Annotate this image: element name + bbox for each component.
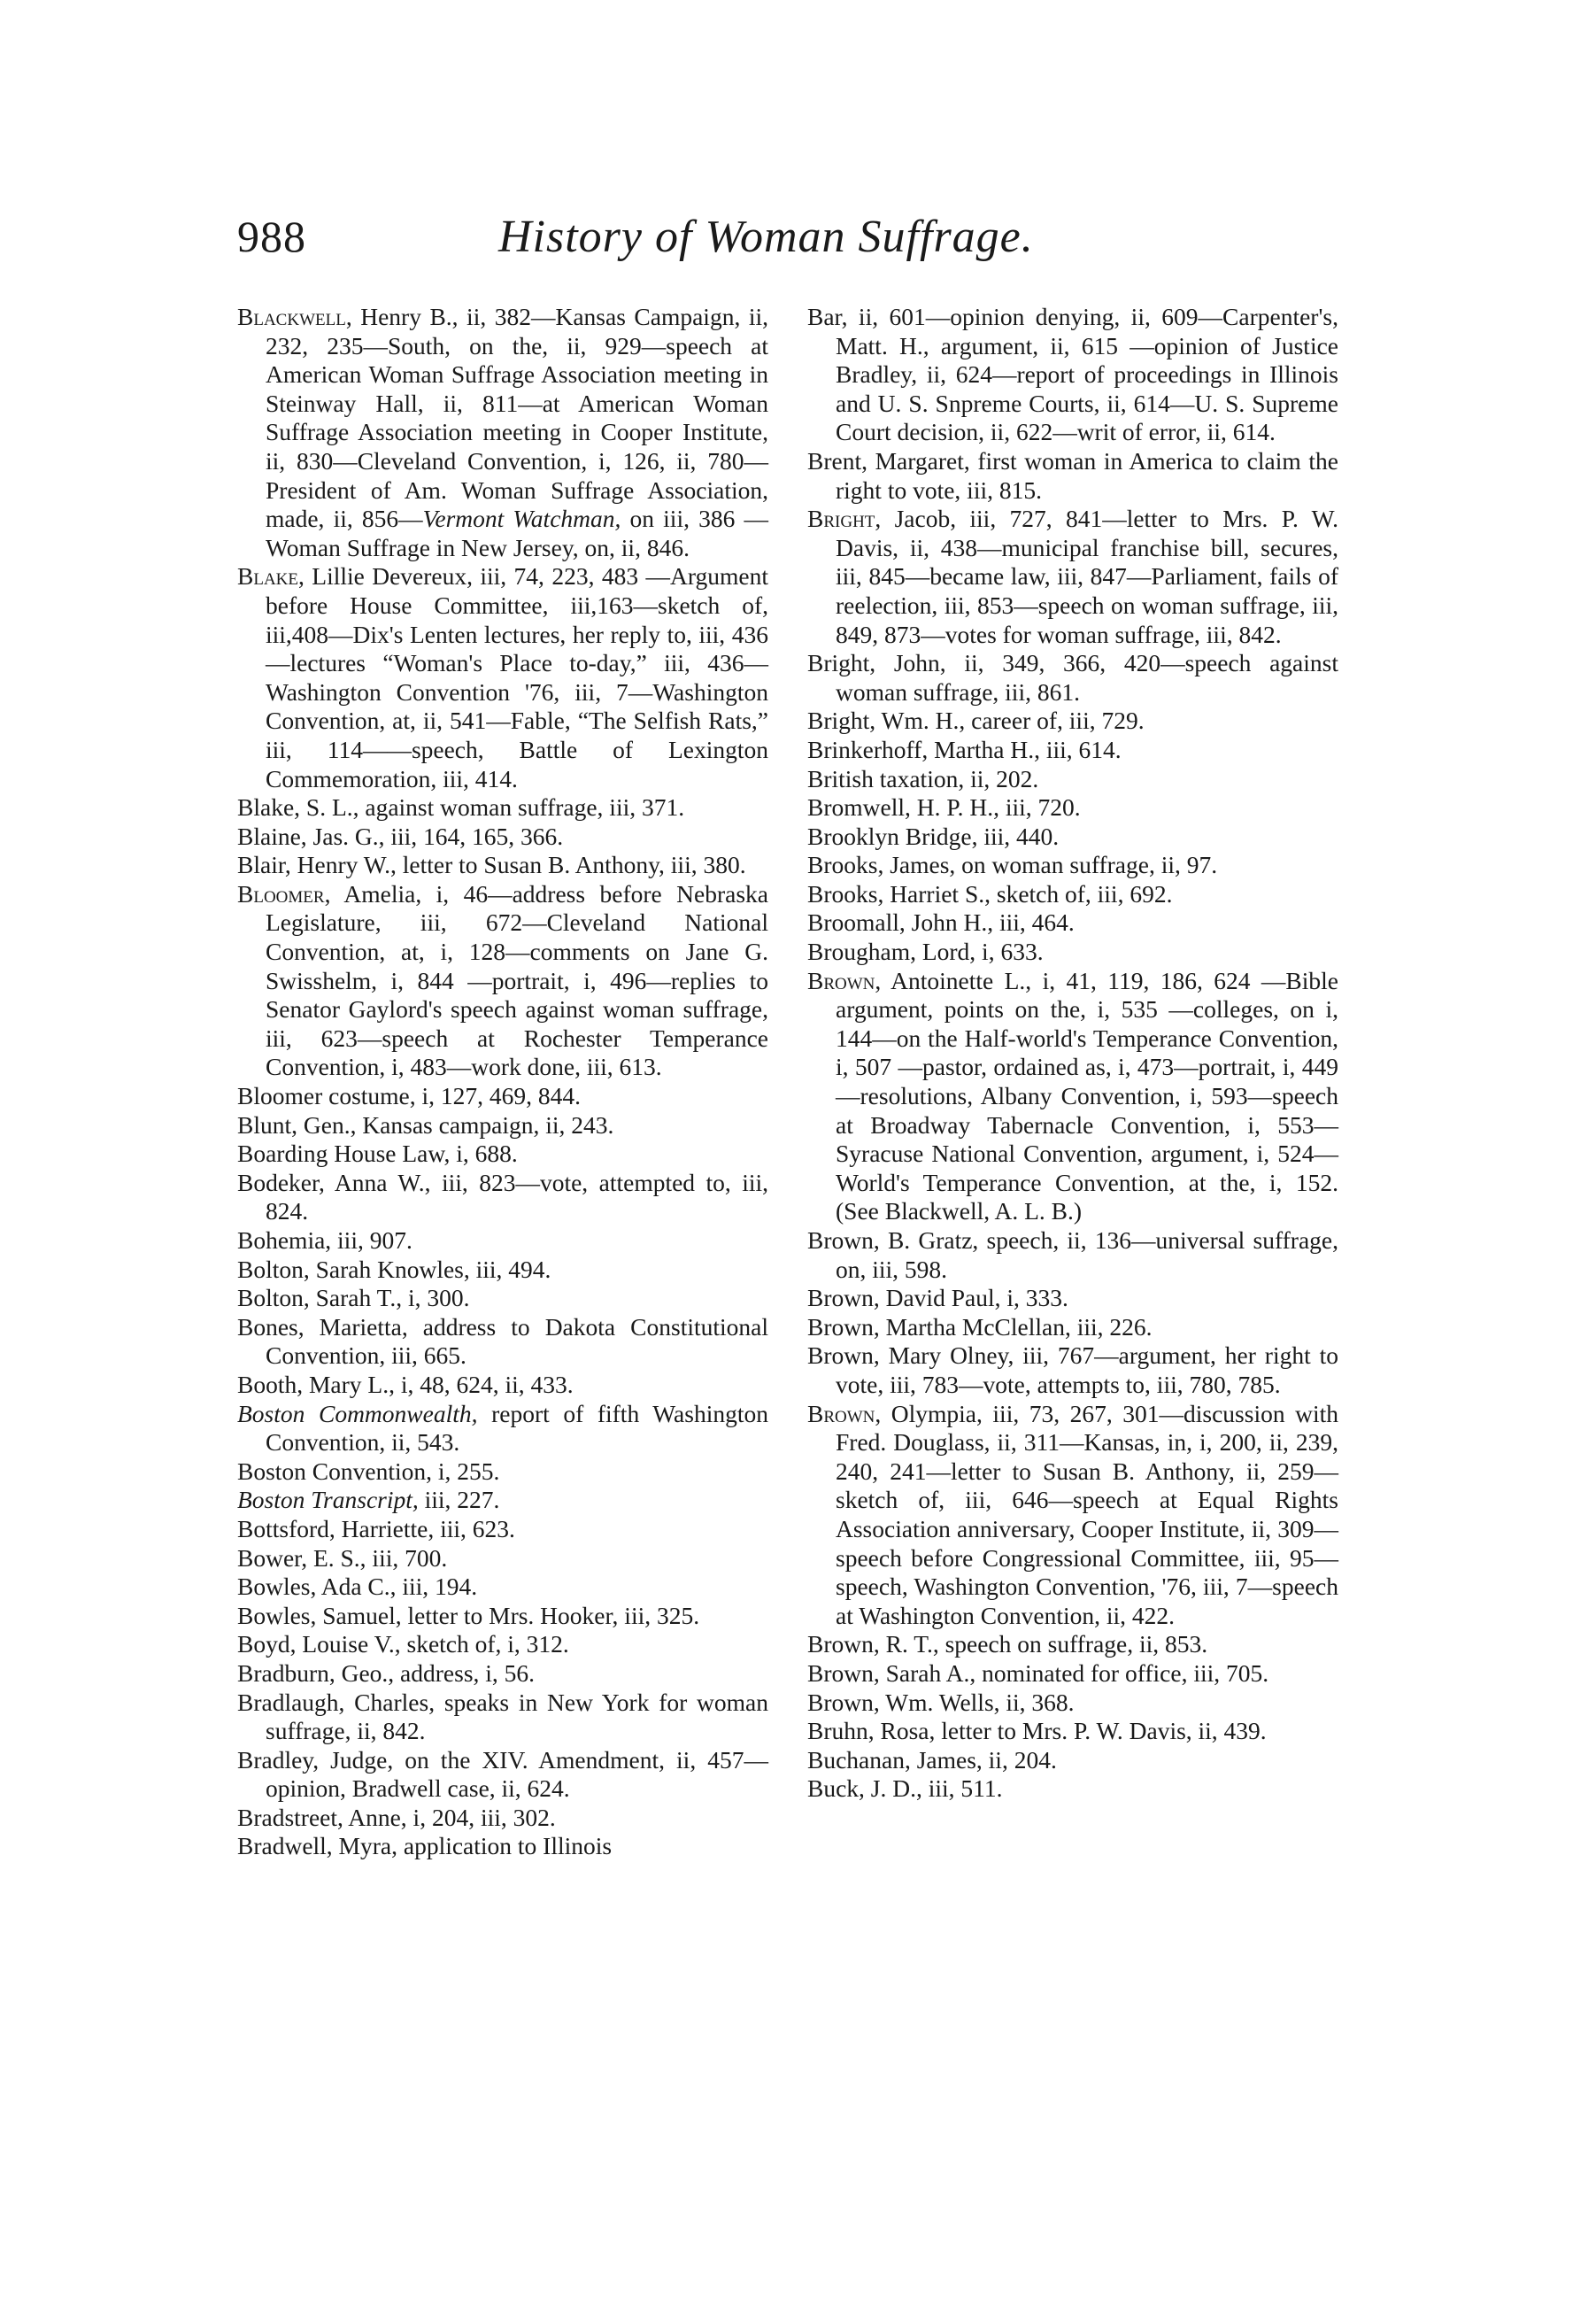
entry-text: Bradburn, Geo., address, i, 56. — [237, 1658, 536, 1687]
index-entry — [807, 505, 1338, 649]
entry-text: Bloomer costume, i, 127, 469, 844. — [237, 1082, 582, 1110]
entry-text: Bones, Marietta, address to Dakota Constitutional Convention, iii, 665. — [237, 1312, 768, 1370]
index-entry — [237, 1111, 768, 1140]
entry-text: Blake, S. L., against woman suffrage, iii, 371. — [237, 793, 685, 822]
index-entry — [237, 1400, 768, 1457]
entry-text: Boston Convention, i, 255. — [237, 1457, 500, 1485]
entry-text: Brown, Martha McClellan, iii, 226. — [807, 1312, 1153, 1341]
index-entry — [237, 1284, 768, 1313]
entry-text: Bromwell, H. P. H., iii, 720. — [807, 793, 1081, 822]
entry-text: Buck, J. D., iii, 511. — [807, 1774, 1003, 1803]
entry-text: Booth, Mary L., i, 48, 624, ii, 433. — [237, 1370, 574, 1398]
index-entry — [237, 823, 768, 852]
entry-heading: Boston Commonwealth, — [237, 1399, 478, 1427]
entry-text: Bruhn, Rosa, letter to Mrs. P. W. Davis, ii, 439. — [807, 1717, 1267, 1745]
entry-text: Brown, Wm. Wells, ii, 368. — [807, 1688, 1075, 1716]
entry-text: Bradlaugh, Charles, speaks in New York for woman suffrage, ii, 842. — [237, 1688, 768, 1745]
entry-text: iii, 227. — [418, 1486, 500, 1514]
entry-text: Olympia, iii, 73, 267, 301—discussion with Fred. Douglass, ii, 311—Kansas, in, i, 200, ii, 239, 240, 241—letter to Susan B. Anthony, ii, 259—sketch of, iii, 646—speech at Equal Rights Association anniversary, Cooper Institute, ii, 309—speech before Congressional Committee, iii, 95—speech, Washington Convention, '76, iii, 7—speech at Washington Convention, ii, 422. — [836, 1399, 1338, 1629]
entry-text: Bright, John, ii, 349, 366, 420—speech against woman suffrage, iii, 861. — [807, 649, 1338, 706]
index-entry — [237, 1457, 768, 1487]
index-entry — [807, 823, 1338, 852]
entry-text: Brooks, James, on woman suffrage, ii, 97. — [807, 851, 1218, 879]
entry-text: Brooklyn Bridge, iii, 440. — [807, 822, 1060, 850]
entry-text: Bolton, Sarah Knowles, iii, 494. — [237, 1255, 551, 1283]
entry-text: Blair, Henry W., letter to Susan B. Anthony, iii, 380. — [237, 851, 746, 879]
index-entry — [237, 1573, 768, 1602]
index-entry — [237, 562, 768, 793]
index-entry — [807, 908, 1338, 938]
entry-text: Bottsford, Harriette, iii, 623. — [237, 1514, 515, 1542]
index-entry — [807, 649, 1338, 707]
index-entry — [237, 1515, 768, 1544]
entry-text: Broomall, John H., iii, 464. — [807, 908, 1075, 937]
entry-text: Bar, ii, 601—opinion denying, ii, 609—Carpenter's, Matt. H., argument, ii, 615 —opinion of Justice Bradley, ii, 624—report of proceedings in Illinois and U. S. Snpreme Courts, ii, 614—U. S. Supreme Court decision, ii, 622—writ of error, ii, 614. — [807, 303, 1338, 446]
index-entry — [807, 880, 1338, 909]
entry-text: Bolton, Sarah T., i, 300. — [237, 1284, 470, 1312]
entry-heading: Brown, — [807, 966, 882, 994]
index-entry — [237, 1804, 768, 1833]
index-entry — [807, 1400, 1338, 1631]
index-entry — [807, 765, 1338, 794]
index-entry — [237, 1313, 768, 1371]
index-entry — [807, 1717, 1338, 1746]
index-entry — [237, 1371, 768, 1400]
index-entry — [237, 1832, 768, 1861]
entry-text: Brooks, Harriet S., sketch of, iii, 692. — [807, 879, 1173, 908]
entry-text: Bradley, Judge, on the XIV. Amendment, ii, 457—opinion, Bradwell case, ii, 624. — [237, 1745, 768, 1803]
index-entry — [807, 707, 1338, 736]
index-entry — [807, 967, 1338, 1226]
index-column-right — [807, 303, 1338, 1804]
index-entry — [237, 851, 768, 880]
entry-text: Amelia, i, 46—address before Nebraska Legislature, iii, 672—Cleveland National Convention, at, i, 128—comments on Jane G. Swisshelm, i, 844 —portrait, i, 496—replies to Senator Gaylord's speech against woman suffrage, iii, 623—speech at Rochester Temperance Convention, i, 483—work done, iii, 613. — [266, 879, 768, 1081]
entry-text: Blaine, Jas. G., iii, 164, 165, 366. — [237, 822, 564, 850]
index-entry — [237, 793, 768, 823]
entry-heading: Blackwell, — [237, 303, 352, 330]
index-entry — [807, 1226, 1338, 1284]
entry-text: Boarding House Law, i, 688. — [237, 1140, 518, 1168]
entry-text: Lillie Devereux, iii, 74, 223, 483 —Argument before House Committee, iii,163—sketch of, iii,408—Dix's Lenten lectures, her reply to, iii, 436—lectures “Woman's Place to-day,” iii, 436—Washington Convention '76, iii, 7—Washington Convention, at, ii, 541—Fable, “The Selfish Rats,” iii, 114——speech, Battle of Lexington Commemoration, iii, 414. — [266, 562, 768, 792]
index-entry — [237, 1602, 768, 1631]
entry-text: Brown, David Paul, i, 333. — [807, 1284, 1068, 1312]
index-entry — [807, 1341, 1338, 1399]
index-entry — [807, 736, 1338, 765]
entry-text: British taxation, ii, 202. — [807, 764, 1039, 792]
index-entry — [237, 1140, 768, 1169]
running-title: History of Woman Suffrage. — [498, 212, 1034, 262]
entry-text: report of fifth Washington Convention, ii, 543. — [266, 1399, 768, 1457]
index-entry — [237, 1169, 768, 1226]
index-entry — [807, 1313, 1338, 1342]
entry-text: Brougham, Lord, i, 633. — [807, 938, 1044, 966]
entry-text: Blunt, Gen., Kansas campaign, ii, 243. — [237, 1110, 614, 1139]
entry-heading: Bright, — [807, 505, 882, 533]
entry-text: Bradwell, Myra, application to Illinois — [237, 1832, 613, 1860]
entry-text: Brown, R. T., speech on suffrage, ii, 853. — [807, 1630, 1208, 1658]
index-entry — [237, 1082, 768, 1111]
index-entry — [237, 1226, 768, 1256]
entry-heading: Blake, — [237, 562, 305, 591]
index-entry — [237, 1746, 768, 1804]
entry-text: Bradstreet, Anne, i, 204, iii, 302. — [237, 1803, 556, 1831]
page-header — [237, 211, 1140, 282]
index-entry — [807, 851, 1338, 880]
index-entry — [237, 1630, 768, 1659]
index-entry — [807, 303, 1338, 447]
entry-text: Brent, Margaret, first woman in America to claim the right to vote, iii, 815. — [807, 446, 1338, 504]
index-entry — [237, 303, 768, 562]
index-entry — [807, 1284, 1338, 1313]
entry-heading: Brown, — [807, 1399, 882, 1427]
index-entry — [237, 1659, 768, 1689]
index-entry — [237, 880, 768, 1082]
index-entry — [807, 1659, 1338, 1689]
index-entry — [807, 938, 1338, 967]
entry-text: Bright, Wm. H., career of, iii, 729. — [807, 707, 1145, 735]
index-entry — [807, 447, 1338, 505]
index-entry — [237, 1256, 768, 1285]
entry-text: Boyd, Louise V., sketch of, i, 312. — [237, 1630, 569, 1658]
entry-text: Bodeker, Anna W., iii, 823—vote, attempted to, iii, 824. — [237, 1168, 768, 1225]
entry-text-continued: on iii, 386 —Woman Suffrage in New Jersey, on, ii, 846. — [266, 505, 768, 561]
entry-text: Henry B., ii, 382—Kansas Campaign, ii, 232, 235—South, on the, ii, 929—speech at American Woman Suffrage Association meeting in Steinway Hall, ii, 811—at American Woman Suffrage Association meeting in Cooper Institute, ii, 830—Cleveland Convention, i, 126, ii, 780—President of Am. Woman Suffrage Association, made, ii, 856— — [266, 303, 768, 533]
index-entry — [237, 1689, 768, 1746]
index-entry — [807, 793, 1338, 823]
entry-text: Bohemia, iii, 907. — [237, 1226, 412, 1254]
index-column-left — [237, 303, 768, 1861]
index-entry — [237, 1486, 768, 1515]
entry-text: Antoinette L., i, 41, 119, 186, 624 —Bible argument, points on the, i, 535 —colleges, on i, 144—on the Half-world's Temperance Convention, i, 507 —pastor, ordained as, i, 473—portrait, i, 449—resolutions, Albany Convention, i, 593—speech at Broadway Tabernacle Convention, i, 553—Syracuse National Convention, argument, i, 524—World's Temperance Convention, at the, i, 152. (See Blackwell, A. L. B.) — [836, 966, 1338, 1225]
page-number: 988 — [237, 212, 306, 261]
entry-text: Jacob, iii, 727, 841—letter to Mrs. P. W. Davis, ii, 438—municipal franchise bill, secures, iii, 845—became law, iii, 847—Parliament, fails of reelection, iii, 853—speech on woman suffrage, iii, 849, 873—votes for woman suffrage, iii, 842. — [836, 505, 1338, 648]
index-entry — [237, 1544, 768, 1573]
entry-text: Brinkerhoff, Martha H., iii, 614. — [807, 735, 1122, 763]
index-entry — [807, 1689, 1338, 1718]
index-entry — [807, 1630, 1338, 1659]
entry-text: Bower, E. S., iii, 700. — [237, 1543, 448, 1572]
entry-text: Buchanan, James, ii, 204. — [807, 1745, 1057, 1774]
entry-text: Brown, Mary Olney, iii, 767—argument, her right to vote, iii, 783—vote, attempts to, iii, 780, 785. — [807, 1341, 1338, 1398]
entry-heading: Bloomer, — [237, 879, 331, 908]
entry-text: Brown, Sarah A., nominated for office, iii, 705. — [807, 1658, 1269, 1687]
index-entry — [807, 1746, 1338, 1775]
entry-text: Bowles, Samuel, letter to Mrs. Hooker, iii, 325. — [237, 1601, 700, 1629]
index-entry — [807, 1774, 1338, 1804]
entry-text: Brown, B. Gratz, speech, ii, 136—universal suffrage, on, iii, 598. — [807, 1226, 1338, 1283]
entry-text: Bowles, Ada C., iii, 194. — [237, 1573, 478, 1601]
entry-italic-title: Vermont Watchman, — [422, 505, 621, 533]
entry-heading: Boston Transcript, — [237, 1486, 419, 1514]
